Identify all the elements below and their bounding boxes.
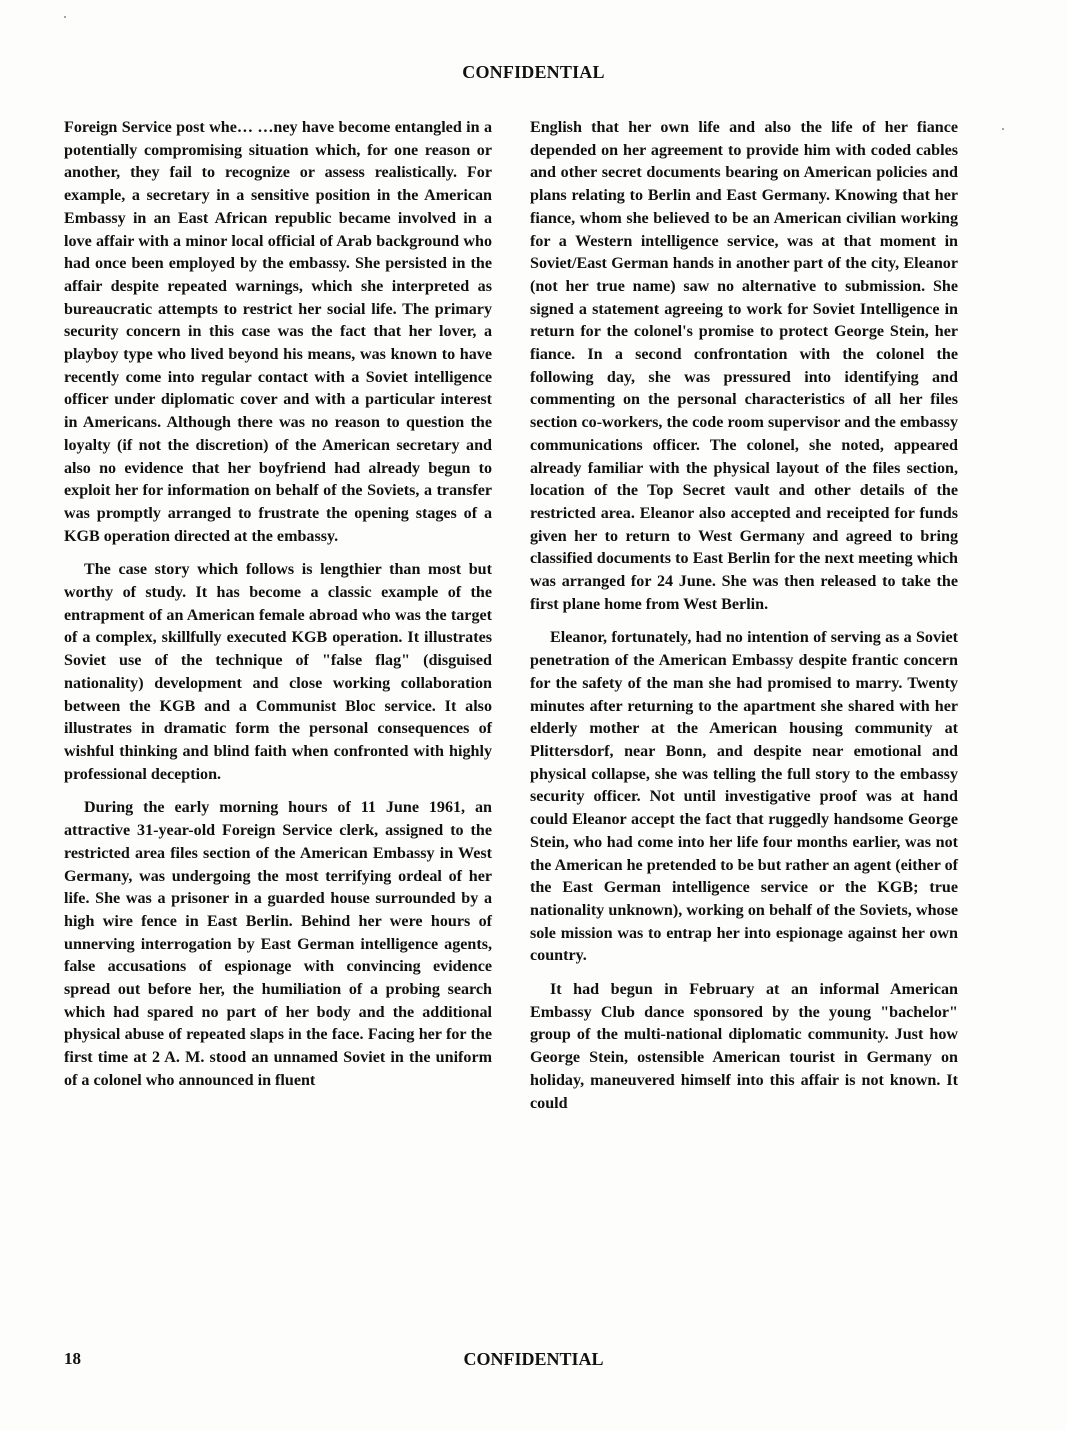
page-number: 18 bbox=[64, 1349, 81, 1368]
right-column bbox=[530, 117, 958, 1126]
left-paragraph-3: During the early morning hours of 11 June 1961, an attractive 31-year-old Foreign Service clerk, assigned to the restricted area files section of the American Embassy in West Germany, was undergoing the most terrifying ordeal of her life. She was a prisoner in a guarded house surrounded by a high wire fence in East Berlin. Behind her were hours of unnerving interrogation by East German intelligence agents, false accusations of espionage with convincing evidence spread out before her, the humiliation of a probing search which had spared no part of her body and the additional physical abuse of repeated slaps in the face. Facing her for the first time at 2 A. M. stood an unnamed Soviet in the uniform of a colonel who announced in fluent bbox=[64, 799, 492, 1089]
header-classification: CONFIDENTIAL bbox=[462, 62, 605, 82]
left-paragraph-1: Foreign Service post whe… …ney have become entangled in a potentially compromising situation which, for one reason or another, they fail to recognize or assess realistically. For example, a secretary in a sensitive position in the American Embassy in an East African republic became involved in a love affair with a minor local official of Arab background who had once been employed by the embassy. She persisted in the affair despite repeated warnings, which she interpreted as bureaucratic attempts to restrict her social life. The primary security concern in this case was the fact that her lover, a playboy type who lived beyond his means, was known to have recently come into regular contact with a Soviet intelligence officer under diplomatic cover and with a particular interest in Americans. Although there was no reason to question the loyalty (if not the discretion) of the American secretary and also no evidence that her boyfriend had already begun to exploit her for information on behalf of the Soviets, a transfer was promptly arranged to frustrate the opening stages of a KGB operation directed at the embassy. bbox=[64, 119, 492, 545]
scan-speck bbox=[1002, 128, 1004, 130]
scan-speck bbox=[64, 16, 66, 18]
left-column bbox=[64, 117, 492, 1104]
right-paragraph-3: It had begun in February at an informal American Embassy Club dance sponsored by the young "bachelor" group of the multi-national diplomatic community. Just how George Stein, ostensible American tourist in Germany on holiday, maneuvered himself into this affair is not known. It could bbox=[530, 981, 958, 1112]
left-paragraph-2: The case story which follows is lengthier than most but worthy of study. It has become a classic example of the entrapment of an American female abroad who was the target of a complex, skillfully executed KGB operation. It illustrates Soviet use of the technique of "false flag" (disguised nationality) development and close working collaboration between the KGB and a Communist Bloc service. It also illustrates in dramatic form the personal consequences of wishful thinking and blind faith when confronted with highly professional deception. bbox=[64, 561, 492, 783]
right-paragraph-1: English that her own life and also the life of her fiance depended on her agreement to provide him with coded cables and other secret documents bearing on American policies and plans relating to Berlin and East Germany. Knowing that her fiance, whom she believed to be an American civilian working for a Western intelligence service, was at that moment in Soviet/East German hands in another part of the city, Eleanor (not her true name) saw no alternative to submission. She signed a statement agreeing to work for Soviet Intelligence in return for the colonel's promise to protect George Stein, her fiance. In a second confrontation with the colonel the following day, she was pressured into identifying and commenting on the personal characteristics of all her files section co-workers, the code room supervisor and the embassy communications officer. The colonel, she noted, appeared already familiar with the physical layout of the files section, location of the Top Secret vault and other details of the restricted area. Eleanor also accepted and receipted for funds given her to return to West Germany and agreed to bring classified documents to East Berlin for the next meeting which was arranged for 24 June. She was then released to take the first plane home from West Berlin. bbox=[530, 119, 958, 613]
right-paragraph-2: Eleanor, fortunately, had no intention of serving as a Soviet penetration of the American Embassy despite frantic concern for the safety of the man she had promised to marry. Twenty minutes after returning to the apartment she shared with her elderly mother at the American housing community at Plittersdorf, near Bonn, and despite near emotional and physical collapse, she was telling the full story to the embassy security officer. Not until investigative proof was at hand could Eleanor accept the fact that ruggedly handsome George Stein, who had come into her life four months earlier, was not the American he pretended to be but rather an agent (either of the East German intelligence service or the KGB; true nationality unknown), working on behalf of the Soviets, whose sole mission was to entrap her into espionage against her own country. bbox=[530, 629, 958, 965]
footer-classification: CONFIDENTIAL bbox=[463, 1349, 604, 1369]
